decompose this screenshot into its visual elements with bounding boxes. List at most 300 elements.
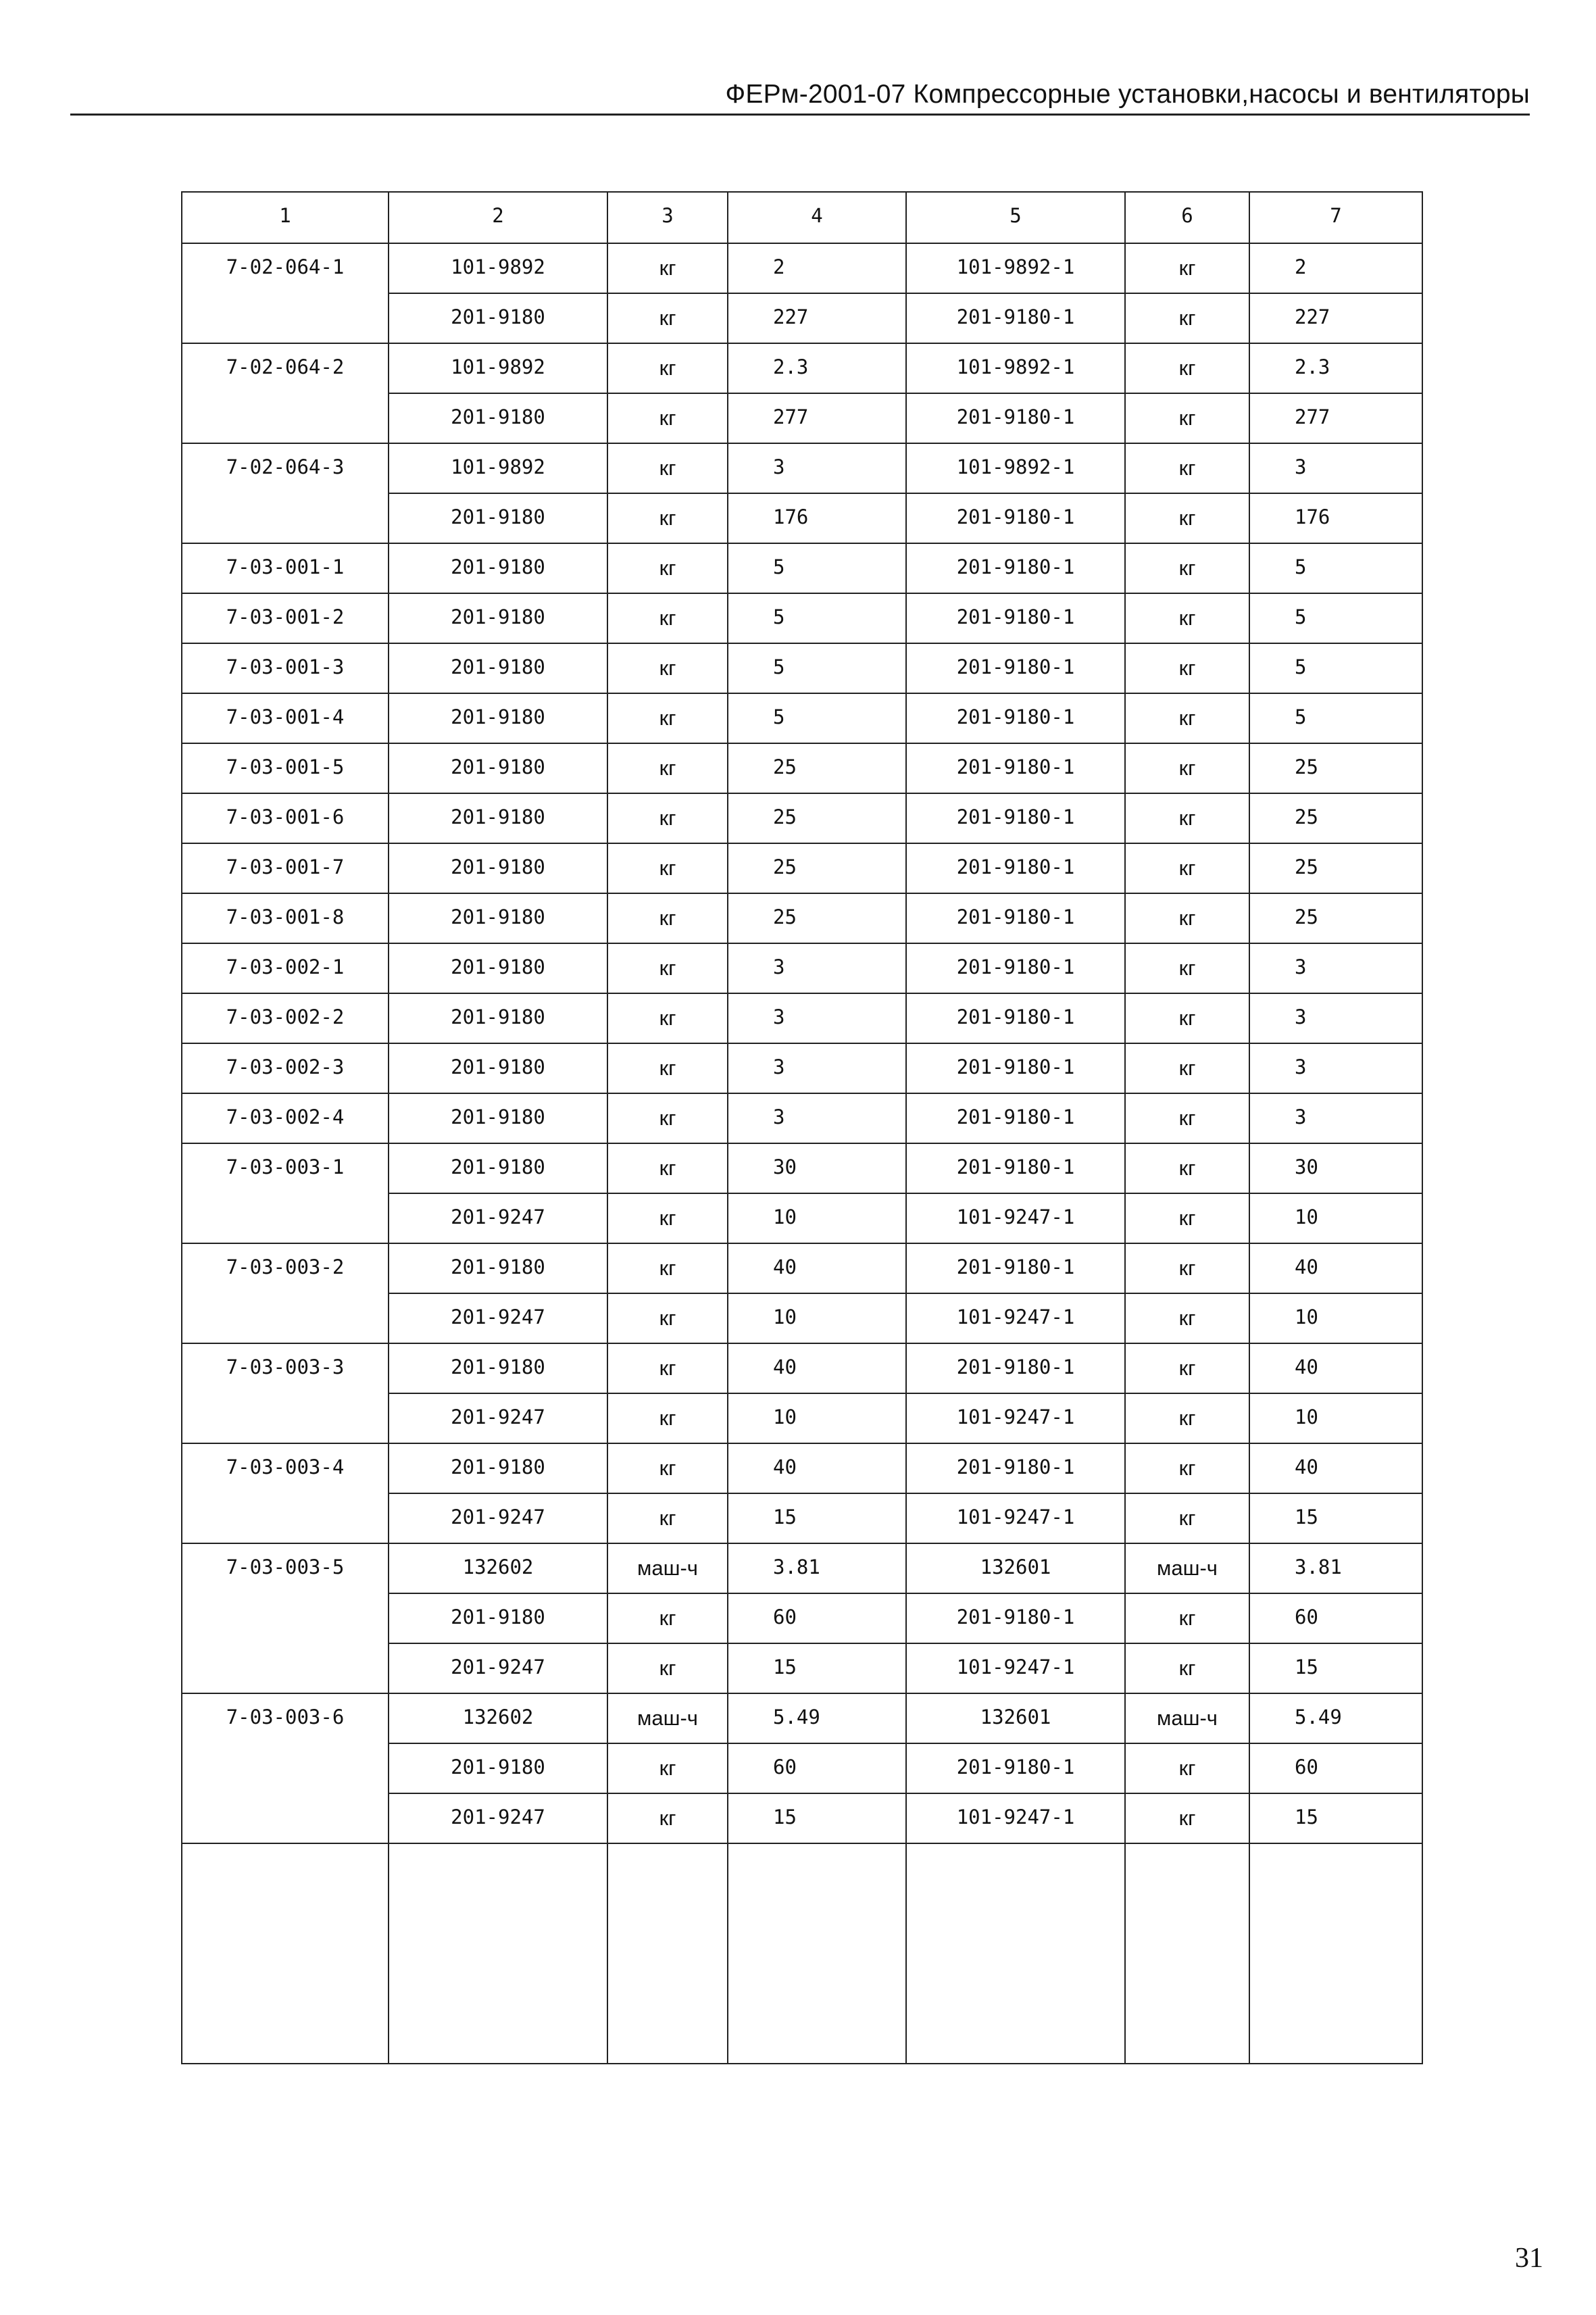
table-cell-c2 [389,243,607,293]
cell-value: маш-ч [1157,1556,1218,1580]
cell-value: кг [1178,856,1196,880]
cell-value: кг [659,256,676,280]
cell-value: 101-9892-1 [956,455,1075,478]
cell-value: 5.49 [1295,1706,1342,1728]
cell-value: 3.81 [1295,1555,1342,1578]
table-cell-c7 [1249,1043,1422,1093]
table-cell-c6 [1125,443,1249,493]
cell-value: 201-9180-1 [956,905,1075,928]
cell-value: 201-9180 [451,1756,545,1778]
cell-value: кг [1178,806,1196,830]
table-cell-c4 [728,693,906,743]
rate-code: 7-03-002-2 [226,1005,345,1028]
table-row [182,743,1422,793]
table-cell-c3 [607,1343,728,1393]
cell-value: 101-9892-1 [956,355,1075,378]
table-row [182,593,1422,643]
table-row [182,1693,1422,1743]
table-cell-c6 [1125,1243,1249,1293]
table-cell-c2 [389,1243,607,1293]
table-cell-c5 [906,1043,1125,1093]
table-cell-c7 [1249,1393,1422,1443]
cell-value: 30 [1295,1155,1318,1178]
rate-code-cell [182,643,389,693]
cell-value: 201-9180 [451,405,545,428]
cell-value: кг [659,1806,676,1830]
table-cell-c6 [1125,1393,1249,1443]
cell-value: кг [659,856,676,880]
table-cell-c6 [1125,343,1249,393]
rate-code-cell [182,943,389,993]
table-cell-c4 [728,793,906,843]
table-cell-c5 [906,1693,1125,1743]
cell-value: 15 [1295,1505,1318,1528]
rate-code: 7-03-002-1 [226,955,345,978]
cell-value: кг [659,406,676,430]
cell-value: кг [659,456,676,480]
cell-value: 201-9180 [451,1155,545,1178]
cell-value: 201-9180-1 [956,1105,1075,1128]
table-cell-c2 [389,1693,607,1743]
rate-code-cell [182,1693,389,1843]
table-cell-c5 [906,593,1125,643]
table-cell-c3 [607,1393,728,1443]
rate-code-cell [182,1243,389,1343]
cell-value: 3 [773,1055,785,1078]
cell-value: 3 [773,955,785,978]
table-cell-c5 [906,293,1125,343]
table-cell-c6 [1125,1543,1249,1593]
table-cell-c3 [607,993,728,1043]
table-cell-c5 [906,343,1125,393]
cell-value: кг [1178,1756,1196,1780]
table-row [182,793,1422,843]
cell-value: кг [659,1306,676,1330]
table-cell-c3 [607,1443,728,1493]
table-cell-c7 [1249,693,1422,743]
table-cell-c7 [1249,593,1422,643]
cell-value: 201-9180 [451,1255,545,1278]
rate-code: 7-03-001-3 [226,655,345,678]
table-cell-c6 [1125,1743,1249,1793]
cell-value: 176 [773,505,809,528]
table-row [182,893,1422,943]
table-cell-c4 [728,593,906,643]
cell-value: кг [1178,1606,1196,1630]
table-cell-c5 [906,393,1125,443]
column-header: 7 [1249,192,1422,243]
cell-value: 60 [1295,1756,1318,1778]
cell-value: 3 [1295,1005,1307,1028]
rate-code: 7-03-003-1 [226,1155,345,1178]
empty-cell [182,1843,389,2064]
cell-value: 60 [1295,1605,1318,1628]
cell-value: 201-9180-1 [956,1756,1075,1778]
empty-cell [1249,1843,1422,2064]
cell-value: 5 [1295,555,1307,578]
table-cell-c7 [1249,1543,1422,1593]
cell-value: кг [1178,606,1196,630]
cell-value: 10 [1295,1305,1318,1328]
cell-value: кг [1178,1656,1196,1680]
cell-value: 201-9180 [451,955,545,978]
table-cell-c5 [906,1343,1125,1393]
cell-value: 15 [773,1806,797,1828]
table-cell-c7 [1249,943,1422,993]
table-cell-c3 [607,1543,728,1593]
table-cell-c7 [1249,343,1422,393]
empty-cell [607,1843,728,2064]
table-cell-c4 [728,1293,906,1343]
cell-value: 201-9180 [451,305,545,328]
cell-value: 201-9180-1 [956,1155,1075,1178]
table-cell-c6 [1125,843,1249,893]
rate-code-cell [182,743,389,793]
cell-value: 201-9247 [451,1405,545,1428]
rate-code-cell [182,1443,389,1543]
table-cell-c5 [906,1243,1125,1293]
table-cell-c7 [1249,1343,1422,1393]
cell-value: 201-9180-1 [956,755,1075,778]
cell-value: 201-9180 [451,655,545,678]
table-cell-c6 [1125,1793,1249,1843]
table-cell-c7 [1249,443,1422,493]
table-cell-c6 [1125,543,1249,593]
cell-value: 201-9180 [451,555,545,578]
table-cell-c6 [1125,1093,1249,1143]
table-cell-c7 [1249,793,1422,843]
cell-value: кг [659,506,676,530]
table-cell-c4 [728,343,906,393]
table-row [182,343,1422,393]
cell-value: 201-9180-1 [956,555,1075,578]
table-cell-c5 [906,543,1125,593]
cell-value: 15 [1295,1806,1318,1828]
rate-code: 7-03-003-4 [226,1455,345,1478]
table-cell-c6 [1125,1293,1249,1343]
rate-code-cell [182,1343,389,1443]
cell-value: 5 [1295,605,1307,628]
rate-code-cell [182,1043,389,1093]
cell-value: 201-9180 [451,505,545,528]
rate-code: 7-03-001-2 [226,605,345,628]
cell-value: кг [659,306,676,330]
table-cell-c2 [389,1743,607,1793]
empty-cell [1125,1843,1249,2064]
table-cell-c2 [389,593,607,643]
cell-value: кг [1178,1406,1196,1430]
cell-value: 101-9247-1 [956,1806,1075,1828]
table-cell-c7 [1249,643,1422,693]
rate-code-cell [182,443,389,543]
table-cell-c6 [1125,1443,1249,1493]
table-cell-c5 [906,943,1125,993]
cell-value: кг [659,1156,676,1180]
table-cell-c4 [728,443,906,493]
table-cell-c7 [1249,1593,1422,1643]
cell-value: 60 [773,1605,797,1628]
table-cell-c4 [728,1343,906,1393]
table-cell-c6 [1125,793,1249,843]
cell-value: кг [659,656,676,680]
table-cell-c2 [389,1293,607,1343]
cell-value: 40 [773,1255,797,1278]
cell-value: 201-9247 [451,1806,545,1828]
cell-value: 25 [1295,755,1318,778]
table-cell-c4 [728,1443,906,1493]
table-cell-c7 [1249,243,1422,293]
cell-value: 101-9892-1 [956,255,1075,278]
cell-value: 277 [773,405,809,428]
table-cell-c3 [607,1043,728,1093]
cell-value: 5 [1295,655,1307,678]
table-cell-c4 [728,243,906,293]
cell-value: кг [1178,1456,1196,1480]
table-cell-c3 [607,1593,728,1643]
cell-value: кг [1178,1056,1196,1080]
cell-value: 201-9247 [451,1505,545,1528]
cell-value: 3 [1295,455,1307,478]
empty-row [182,1843,1422,2064]
table-cell-c5 [906,243,1125,293]
table-cell-c2 [389,843,607,893]
cell-value: 25 [773,805,797,828]
cell-value: кг [1178,756,1196,780]
column-header: 6 [1125,192,1249,243]
table-cell-c2 [389,393,607,443]
table-cell-c5 [906,743,1125,793]
column-header: 5 [906,192,1125,243]
cell-value: 201-9180-1 [956,1055,1075,1078]
table-cell-c3 [607,693,728,743]
cell-value: кг [659,806,676,830]
table-cell-c4 [728,1743,906,1793]
table-cell-c6 [1125,1643,1249,1693]
table-cell-c3 [607,643,728,693]
table-cell-c5 [906,693,1125,743]
cell-value: 40 [1295,1355,1318,1378]
table-cell-c4 [728,293,906,343]
cell-value: 5 [773,655,785,678]
table-cell-c6 [1125,293,1249,343]
cell-value: 201-9180 [451,1055,545,1078]
table-cell-c6 [1125,493,1249,543]
table-row [182,943,1422,993]
table-row [182,643,1422,693]
cell-value: 10 [773,1205,797,1228]
cell-value: 10 [1295,1205,1318,1228]
table-cell-c2 [389,1593,607,1643]
table-cell-c3 [607,393,728,443]
table-cell-c5 [906,1093,1125,1143]
table-cell-c7 [1249,1693,1422,1743]
table-cell-c2 [389,693,607,743]
table-cell-c6 [1125,893,1249,943]
table-cell-c2 [389,543,607,593]
rate-code: 7-03-001-6 [226,805,345,828]
rate-code: 7-02-064-2 [226,355,345,378]
cell-value: кг [659,1006,676,1030]
table-cell-c2 [389,993,607,1043]
table-row [182,1093,1422,1143]
rate-code-cell [182,593,389,643]
cell-value: 132601 [980,1706,1051,1728]
table-cell-c4 [728,393,906,443]
rate-code: 7-03-001-8 [226,905,345,928]
table-cell-c3 [607,443,728,493]
table-cell-c7 [1249,743,1422,793]
cell-value: 15 [773,1656,797,1678]
table-cell-c2 [389,1143,607,1193]
table-cell-c6 [1125,1193,1249,1243]
cell-value: 101-9247-1 [956,1405,1075,1428]
cell-value: кг [659,1256,676,1280]
cell-value: 201-9180 [451,1005,545,1028]
cell-value: кг [659,1106,676,1130]
cell-value: кг [659,356,676,380]
rate-code: 7-03-001-4 [226,705,345,728]
table-cell-c4 [728,1393,906,1443]
cell-value: 201-9180-1 [956,955,1075,978]
rate-code-cell [182,243,389,343]
cell-value: 5 [1295,705,1307,728]
cell-value: 101-9247-1 [956,1656,1075,1678]
table-cell-c2 [389,343,607,393]
cell-value: кг [1178,1106,1196,1130]
table-cell-c5 [906,843,1125,893]
table-cell-c3 [607,1793,728,1843]
table-cell-c3 [607,1193,728,1243]
cell-value: кг [1178,956,1196,980]
table-row [182,1143,1422,1193]
cell-value: кг [1178,356,1196,380]
table-cell-c5 [906,643,1125,693]
cell-value: 15 [773,1505,797,1528]
column-number-row [182,192,1422,243]
cell-value: 132602 [462,1555,534,1578]
table-cell-c6 [1125,1143,1249,1193]
table-cell-c3 [607,943,728,993]
cell-value: 101-9247-1 [956,1305,1075,1328]
cell-value: кг [1178,906,1196,930]
table-cell-c3 [607,1743,728,1793]
cell-value: 201-9180 [451,605,545,628]
column-header: 1 [182,192,389,243]
cell-value: 40 [1295,1255,1318,1278]
table-cell-c6 [1125,1343,1249,1393]
table-cell-c4 [728,1793,906,1843]
cell-value: 10 [773,1405,797,1428]
table-cell-c7 [1249,1793,1422,1843]
table-cell-c4 [728,1243,906,1293]
cell-value: кг [1178,506,1196,530]
table-cell-c5 [906,1593,1125,1643]
table-cell-c4 [728,1593,906,1643]
rate-code: 7-03-001-7 [226,855,345,878]
table-cell-c7 [1249,1743,1422,1793]
table-cell-c2 [389,643,607,693]
table-cell-c7 [1249,1093,1422,1143]
cell-value: 5 [773,705,785,728]
cell-value: 25 [1295,855,1318,878]
cell-value: 201-9180 [451,705,545,728]
rate-code-cell [182,693,389,743]
page-header-title: ФЕРм-2001-07 Компрессорные установки,насосы и вентиляторы [725,80,1530,109]
cell-value: 201-9180-1 [956,805,1075,828]
column-header: 4 [728,192,906,243]
table-cell-c5 [906,793,1125,843]
table-cell-c7 [1249,993,1422,1043]
cell-value: 40 [773,1355,797,1378]
cell-value: 227 [1295,305,1330,328]
table-cell-c3 [607,1093,728,1143]
table-cell-c3 [607,1293,728,1343]
header-rule [70,114,1530,116]
table-cell-c2 [389,443,607,493]
table-cell-c5 [906,993,1125,1043]
table-cell-c4 [728,1493,906,1543]
cell-value: 201-9247 [451,1205,545,1228]
cell-value: кг [659,1656,676,1680]
cell-value: 201-9180-1 [956,705,1075,728]
table-cell-c2 [389,1193,607,1243]
cell-value: 132602 [462,1706,534,1728]
table-cell-c4 [728,743,906,793]
table-cell-c3 [607,743,728,793]
rate-code-cell [182,1093,389,1143]
rate-code: 7-03-002-4 [226,1105,345,1128]
rate-code: 7-03-003-5 [226,1555,345,1578]
empty-cell [728,1843,906,2064]
table-row [182,243,1422,293]
cell-value: кг [659,1506,676,1530]
table-cell-c7 [1249,1493,1422,1543]
cell-value: 2 [773,255,785,278]
rate-code: 7-03-001-1 [226,555,345,578]
cell-value: кг [659,556,676,580]
cell-value: 176 [1295,505,1330,528]
cell-value: 101-9892 [451,355,545,378]
table-row [182,543,1422,593]
cell-value: 30 [773,1155,797,1178]
table-cell-c2 [389,1793,607,1843]
table-cell-c2 [389,793,607,843]
table-cell-c7 [1249,1443,1422,1493]
table-cell-c4 [728,1043,906,1093]
cell-value: кг [659,756,676,780]
cell-value: маш-ч [637,1556,698,1580]
table-cell-c2 [389,943,607,993]
cell-value: 101-9892 [451,255,545,278]
cell-value: кг [1178,256,1196,280]
table-cell-c4 [728,643,906,693]
table-row [182,1543,1422,1593]
table-cell-c4 [728,1643,906,1693]
table-cell-c4 [728,1093,906,1143]
table-cell-c5 [906,893,1125,943]
table-row [182,993,1422,1043]
cell-value: 201-9247 [451,1305,545,1328]
table-cell-c5 [906,493,1125,543]
cell-value: кг [659,706,676,730]
cell-value: 25 [1295,905,1318,928]
cell-value: кг [659,956,676,980]
cell-value: 3.81 [773,1555,820,1578]
cell-value: 201-9180-1 [956,1255,1075,1278]
table-cell-c6 [1125,943,1249,993]
cell-value: кг [1178,1006,1196,1030]
rate-code-cell [182,1143,389,1243]
